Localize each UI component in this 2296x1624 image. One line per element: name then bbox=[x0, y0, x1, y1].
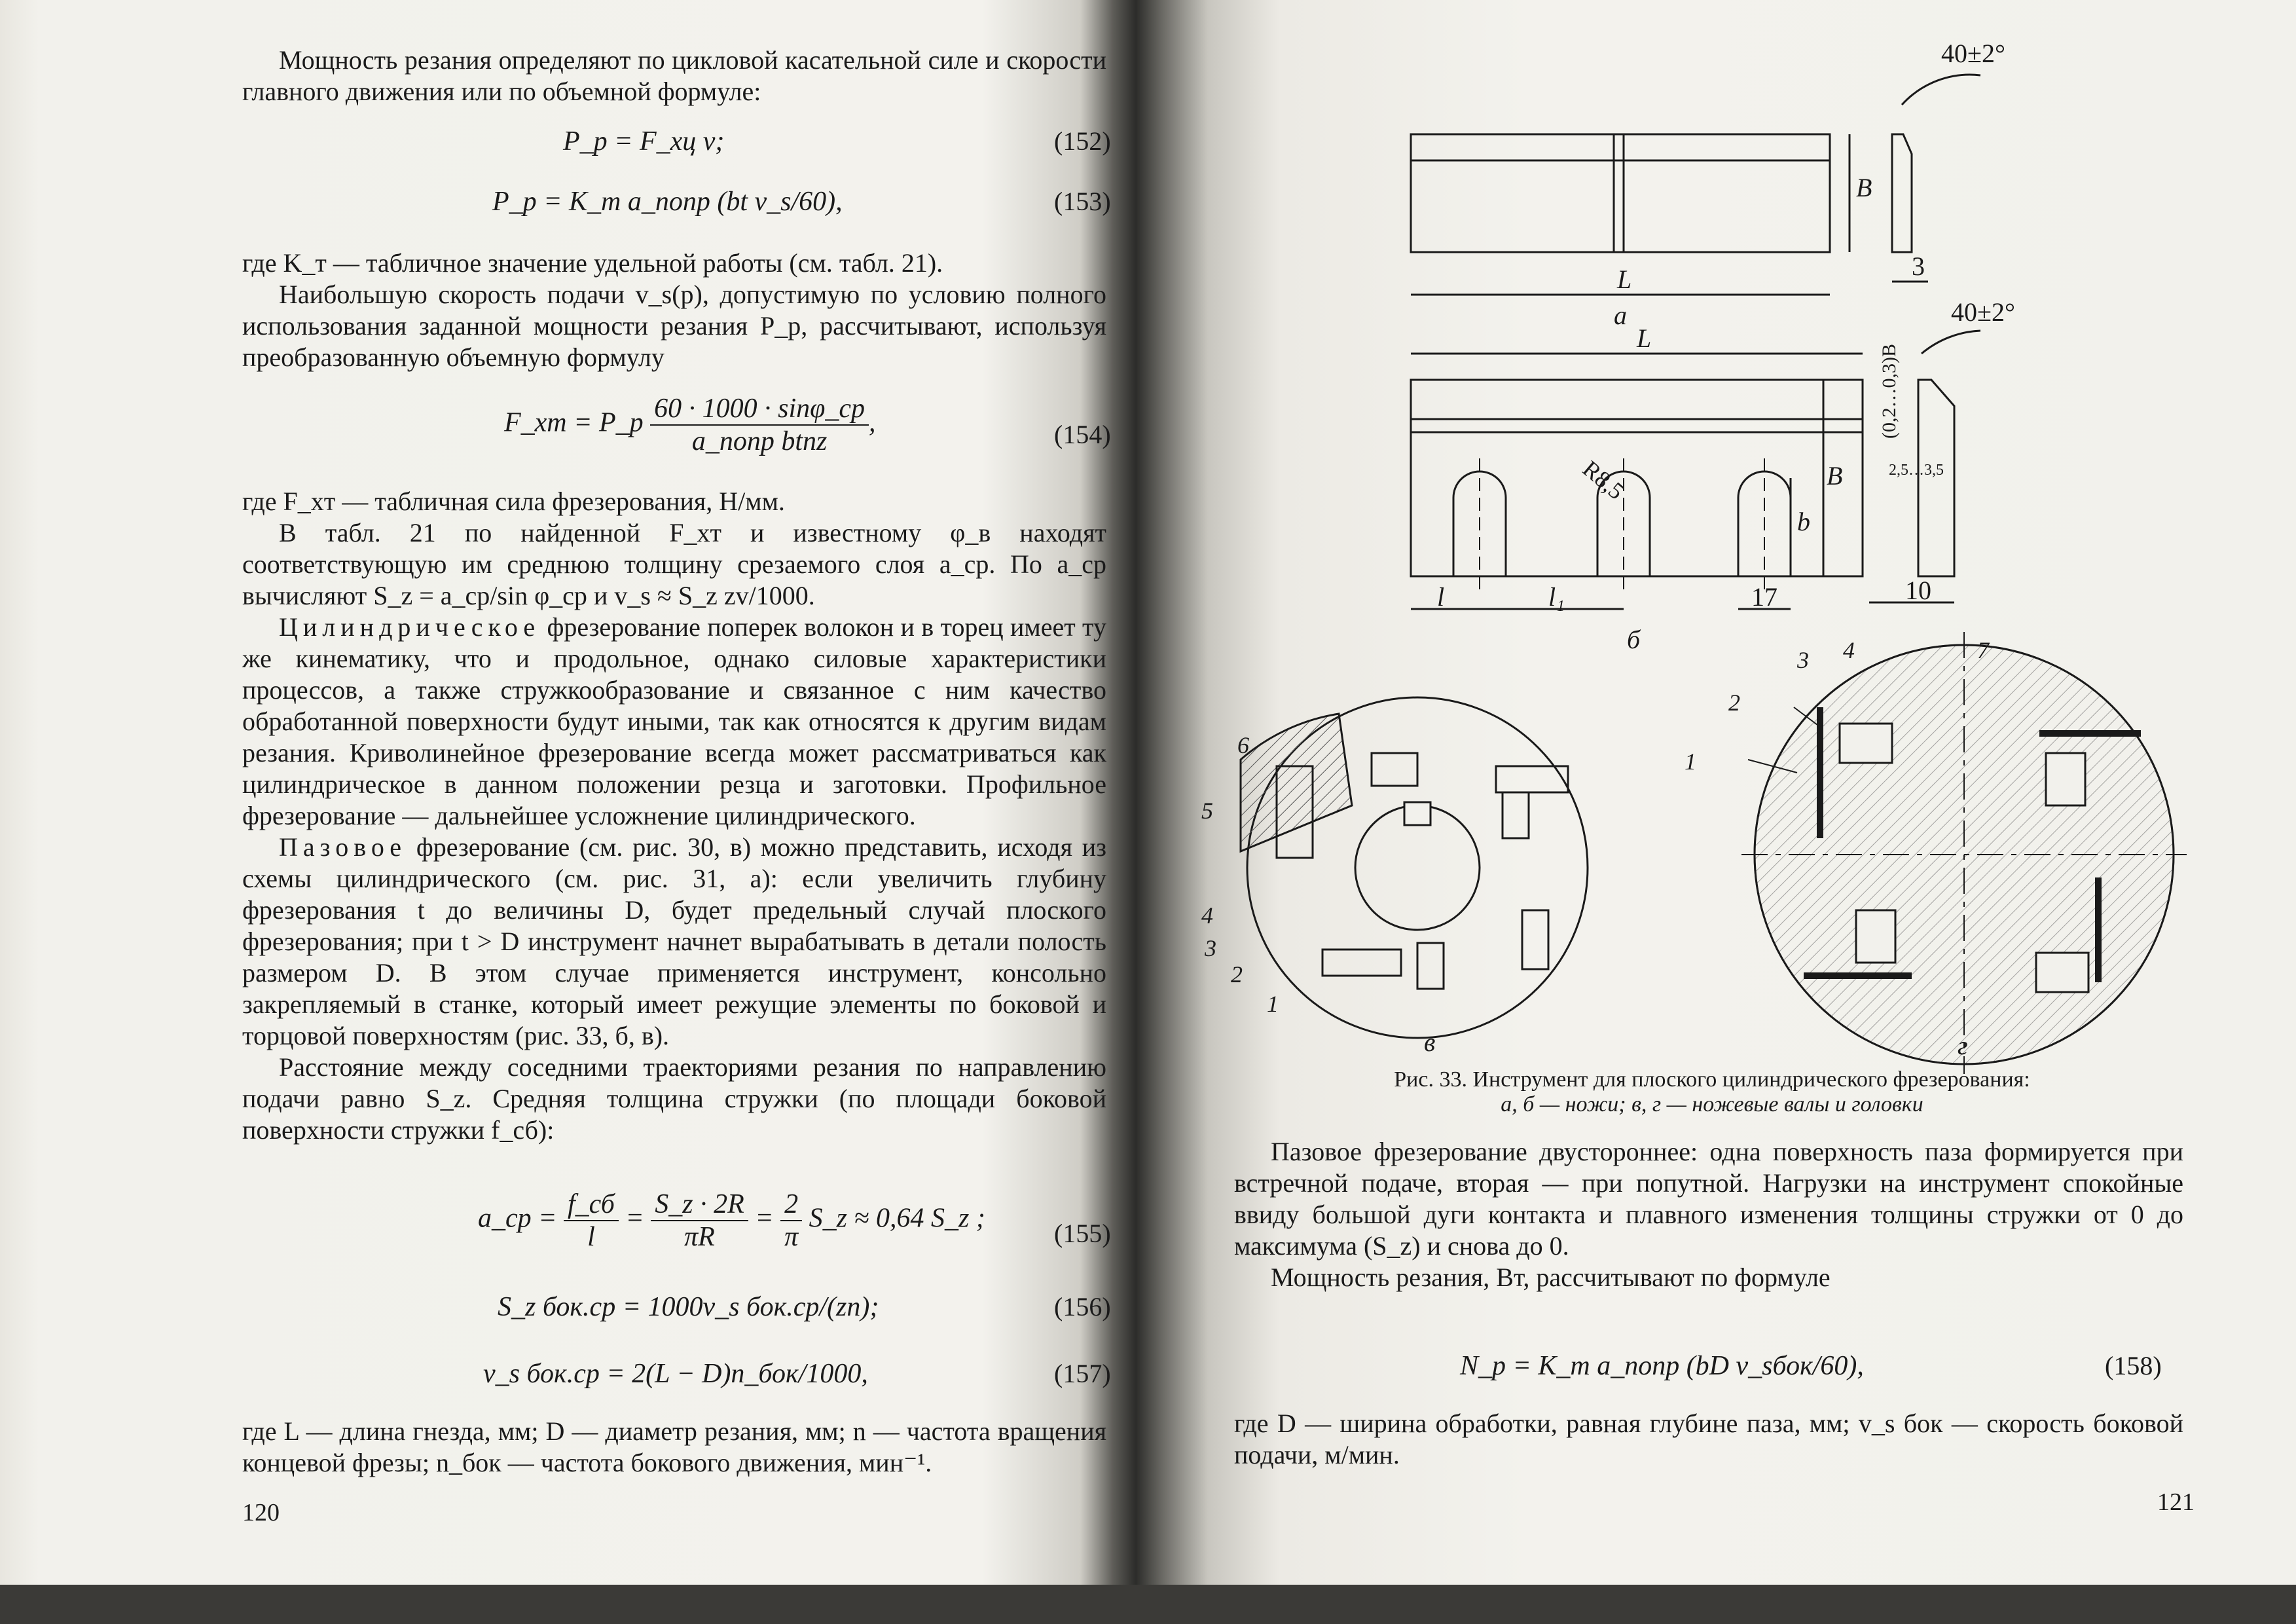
figure-33 bbox=[1136, 0, 2296, 1074]
label-R85: R8,5 bbox=[1577, 455, 1630, 505]
formula-number-153: (153) bbox=[1054, 187, 1111, 216]
label-angle-b: 40±2° bbox=[1951, 297, 2015, 327]
label-B-a: B bbox=[1856, 173, 1872, 202]
formula-number-157: (157) bbox=[1054, 1359, 1111, 1388]
paragraph-cylindrical: Цилиндрическое фрезерование поперек волокон и в торец имеет ту же кинематику, что и продольное, однако силовые характеристики процессов, а также стружкообразование и связанное с ним качество обработанной поверхности будут иными, так как относятся к другим видам резания. Криволинейное фрезерование всегда может рассматриваться как цилиндрическое в данном положении резца и заготовки. Профильное фрезерование — дальнейшее усложнение цилиндрического. bbox=[242, 612, 1106, 830]
paragraph-distance: Расстояние между соседними траекториями резания по направлению подачи равно S_z. Средняя толщина стружки (по площади боковой поверхности стружки f_сб): bbox=[242, 1052, 1106, 1145]
label-g-7: 7 bbox=[1977, 637, 1989, 663]
formula-157: v_s бок.ср = 2(L − D)n_бок/1000, bbox=[483, 1359, 868, 1389]
label-L-b: L bbox=[1637, 323, 1652, 353]
label-g-3: 3 bbox=[1797, 647, 1809, 673]
formula-number-158: (158) bbox=[2105, 1351, 2162, 1380]
label-b: б bbox=[1627, 625, 1641, 654]
label-v-2: 2 bbox=[1231, 961, 1243, 987]
formula-154-numerator: 60 · 1000 · sinφ_ср bbox=[650, 393, 869, 426]
text-block-right-top bbox=[1234, 1136, 2183, 1293]
term-cylindrical: Цилиндрическое bbox=[279, 612, 541, 642]
label-g: г bbox=[1958, 1031, 1968, 1060]
page-number-right: 121 bbox=[2157, 1488, 2195, 1516]
text-block-bottom bbox=[242, 1416, 1106, 1479]
label-10: 10 bbox=[1905, 576, 1931, 605]
formula-154-fraction bbox=[650, 393, 869, 457]
paragraph-where-d: где D — ширина обработки, равная глубине паза, мм; v_s бок — скорость боковой подачи, м/мин. bbox=[1234, 1409, 2183, 1469]
formula-number-155: (155) bbox=[1054, 1219, 1111, 1248]
label-v: в bbox=[1424, 1027, 1436, 1057]
label-l: l bbox=[1437, 582, 1445, 612]
label-v-1: 1 bbox=[1267, 991, 1279, 1017]
label-v-4: 4 bbox=[1201, 902, 1213, 929]
label-g-1: 1 bbox=[1685, 748, 1696, 775]
label-g-2: 2 bbox=[1728, 690, 1740, 716]
paragraph-slot-two-sided: Пазовое фрезерование двустороннее: одна поверхность паза формируется при встречной подаче, вторая — при попутной. Нагрузки на инструмент спокойные ввиду большой дуги контакта и плавного изменения толщины стружки от 0 до максимума (S_z) и снова до 0. bbox=[1234, 1137, 2183, 1261]
label-v-3: 3 bbox=[1205, 935, 1216, 961]
label-a: а bbox=[1614, 301, 1627, 330]
text-block-top bbox=[242, 45, 1106, 107]
formula-number-154: (154) bbox=[1054, 420, 1111, 449]
scan-bottom-edge bbox=[0, 1585, 2296, 1624]
label-radius-range: 2,5…3,5 bbox=[1889, 462, 1944, 479]
paragraph-table21: В табл. 21 по найденной F_xт и известному φ_в находят соответствующую им среднюю толщину срезаемого слоя a_ср. По a_ср вычисляют S_z = a_ср/sin φ_ср и v_s ≈ S_z zv/1000. bbox=[242, 518, 1106, 610]
knife-a-plate bbox=[1411, 134, 1830, 252]
text-block-right-bottom bbox=[1234, 1408, 2183, 1471]
label-L-a: L bbox=[1617, 265, 1632, 294]
caption-title: Рис. 33. Инструмент для плоского цилиндрического фрезерования: bbox=[1394, 1067, 2030, 1092]
left-page bbox=[0, 0, 1136, 1585]
page-number-left: 120 bbox=[242, 1499, 280, 1526]
label-angle-a: 40±2° bbox=[1941, 39, 2005, 68]
figure-caption bbox=[1214, 1067, 2210, 1117]
label-v-6: 6 bbox=[1237, 732, 1249, 758]
paragraph-power: Мощность резания определяют по цикловой касательной силе и скорости главного движения или по объемной формуле: bbox=[242, 45, 1106, 106]
label-v-5: 5 bbox=[1201, 798, 1213, 824]
label-g-4: 4 bbox=[1843, 637, 1855, 663]
label-17: 17 bbox=[1751, 582, 1777, 612]
formula-153: P_р = K_т a_попр (bt v_s/60), bbox=[492, 187, 843, 217]
label-B-b: B bbox=[1827, 461, 1843, 490]
knife-b-plate bbox=[1411, 380, 1863, 576]
formula-154: F_xт = P_р $\frac{60 \cdot 1000 \cdot \sin\varphi\_ср}{\text{a\_попр btnz}}$ , bbox=[504, 394, 876, 456]
formula-152: P_р = F_xц v; bbox=[563, 126, 725, 157]
text-block-main bbox=[242, 486, 1106, 1146]
paragraph-fxt: где F_xт — табличная сила фрезерования, Н/мм. bbox=[242, 487, 785, 516]
formula-number-152: (152) bbox=[1054, 126, 1111, 156]
caption-subtitle: а, б — ножи; в, г — ножевые валы и головки bbox=[1501, 1092, 1923, 1116]
label-l1: l₁ bbox=[1548, 582, 1565, 612]
paragraph-where-l: где L — длина гнезда, мм; D — диаметр резания, мм; n — частота вращения концевой фрезы; n_бок — частота бокового движения, мин⁻¹. bbox=[242, 1416, 1106, 1477]
paragraph-power-formula: Мощность резания, Вт, рассчитывают по формуле bbox=[1271, 1263, 1831, 1292]
paragraph-slot: Пазовое фрезерование (см. рис. 30, в) можно представить, исходя из схемы цилиндрического (см. рис. 31, а): если увеличить глубину фрезерования t до величины D, будет предельный случай плоского фрезерования; при t > D инструмент начнет вырабатывать в детали полость размером D. В этом случае применяется инструмент, консольно закрепляемый в станке, который имеет режущие элементы по боковой и торцовой поверхностям (рис. 33, б, в). bbox=[242, 832, 1106, 1050]
right-page bbox=[1136, 0, 2296, 1585]
text-block-mid bbox=[242, 248, 1106, 373]
paragraph-kt: где K_т — табличное значение удельной работы (см. табл. 21). bbox=[242, 248, 943, 278]
label-b-small: b bbox=[1797, 507, 1810, 536]
formula-158: N_р = K_т a_попр (bD v_sбок/60), bbox=[1460, 1351, 1864, 1381]
formula-number-156: (156) bbox=[1054, 1292, 1111, 1321]
label-thickness-range: (0,2…0,3)B bbox=[1878, 344, 1900, 439]
label-3: 3 bbox=[1912, 251, 1925, 281]
formula-155: a_ср = $\frac{f\_сб}{l}$ = $\frac{S\_z \cdot 2R}{\pi R}$ = $\frac{2}{\pi}$ S_z ≈ 0,64 S_z ; bbox=[478, 1189, 985, 1252]
paragraph-feed-speed: Наибольшую скорость подачи v_s(р), допустимую по условию полного использования заданной мощности резания P_р, рассчитывают, используя преобразованную объемную формулу bbox=[242, 280, 1106, 372]
term-slot: Пазовое bbox=[279, 832, 407, 862]
formula-154-denominator: a_попр btnz bbox=[691, 426, 828, 456]
formula-156: S_z бок.ср = 1000v_s бок.ср/(zn); bbox=[498, 1292, 879, 1322]
formula-154-lhs: F_xт = P_р bbox=[504, 407, 644, 438]
